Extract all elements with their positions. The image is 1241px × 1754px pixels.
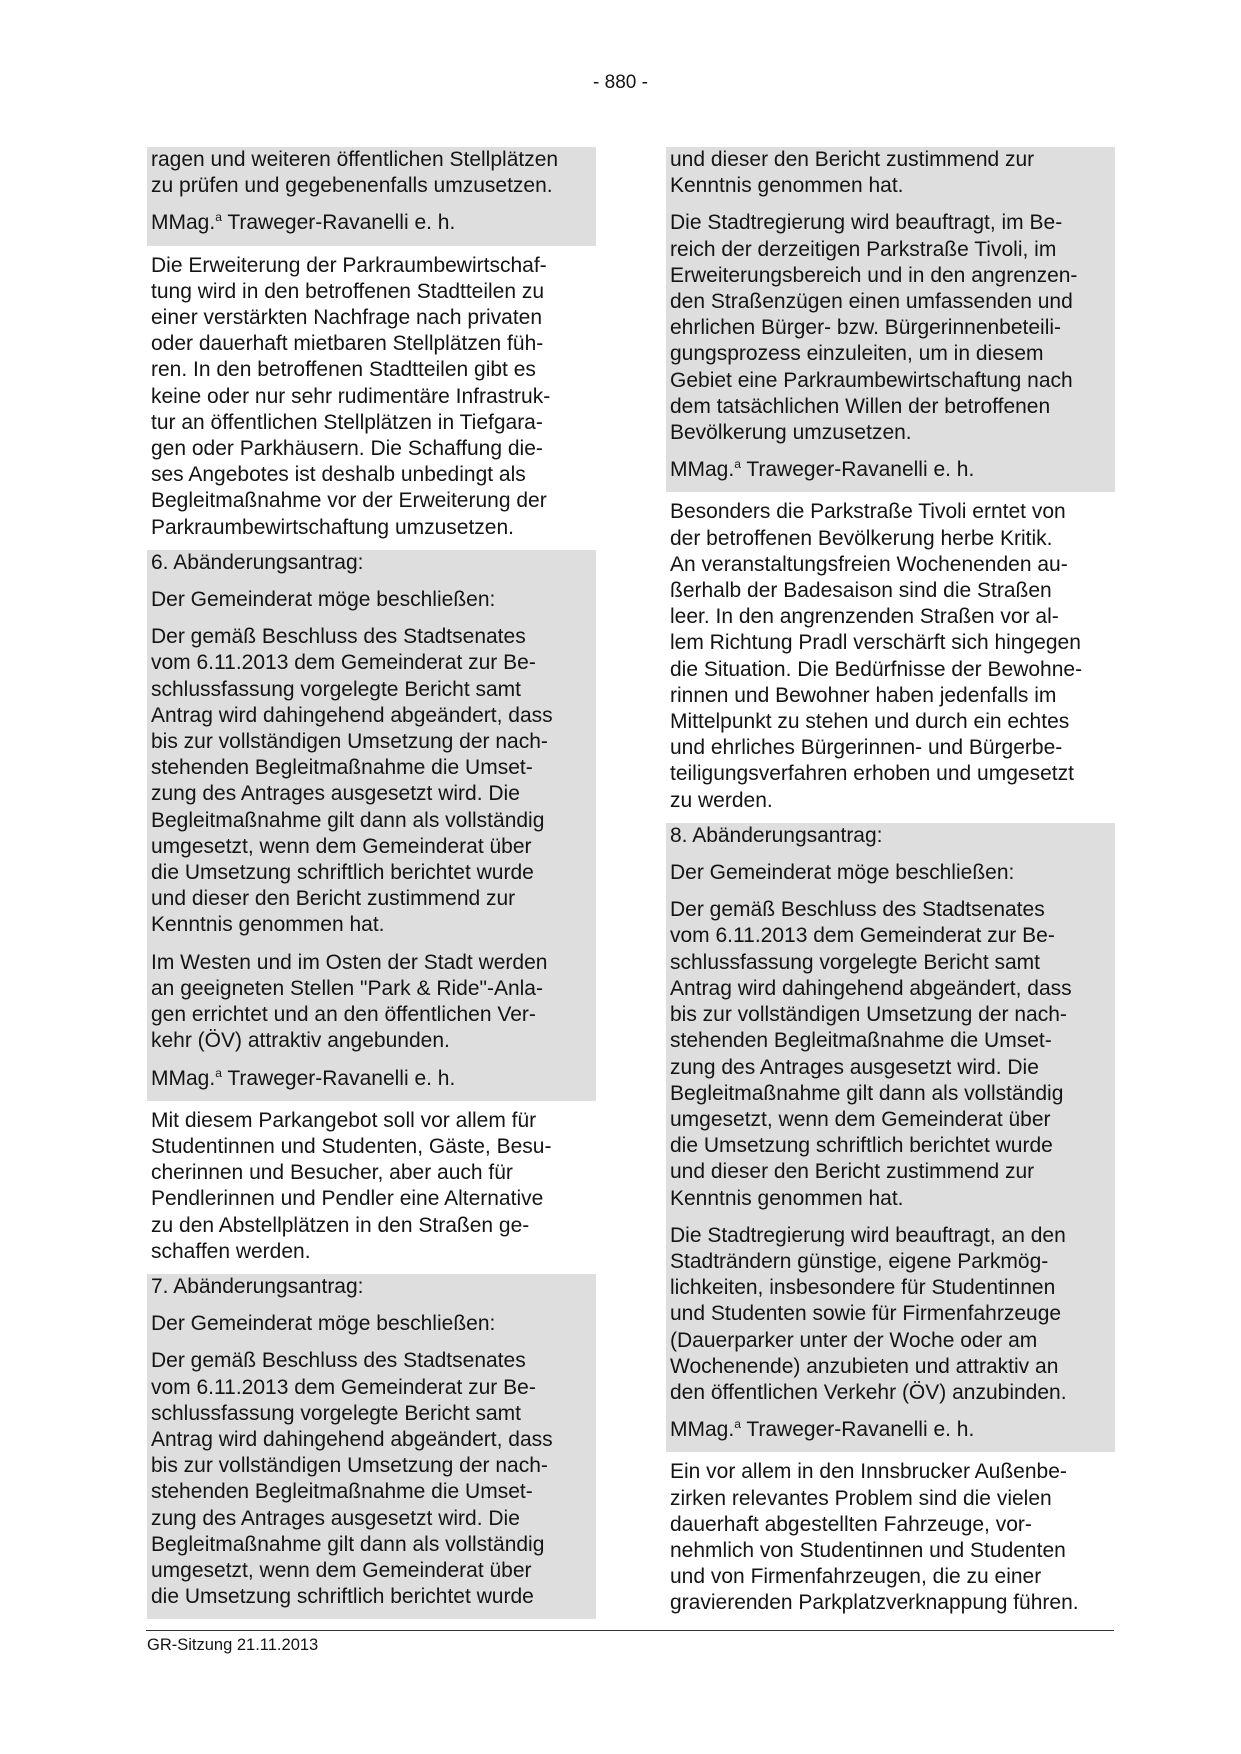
paragraph: Die Stadtregierung wird beauftragt, im Be- reich der derzeitigen Parkstraße Tivoli, im Erweiterungsbereich und in den angrenzen- den Straßenzügen einen umfassenden und ehrlichen Bürger- bzw. Bürgerinnenbeteili- gungsprozess einzuleiten, um in diesem Gebiet eine Parkraumbewirtschaftung nach dem tatsächlichen Willen der betroffenen Bevölkerung umzusetzen. <box>670 211 1078 445</box>
justification-block <box>147 1108 596 1274</box>
amendment-6-block <box>147 550 596 1101</box>
paragraph: Im Westen und im Osten der Stadt werden an geeigneten Stellen "Park & Ride"-Anla- gen errichtet und an den öffentlichen Ver- kehr (ÖV) attraktiv angebunden. <box>151 950 548 1053</box>
paragraph: Der Gemeinderat möge beschließen: <box>670 861 1015 885</box>
paragraph: Der gemäß Beschluss des Stadtsenates vom 6.11.2013 dem Gemeinderat zur Be- schlussfassung vorgelegte Bericht samt Antrag wird dahingehend abgeändert, dass bis zur vollständigen Umsetzung der nach- stehenden Begleitmaßnahme die Umset- zung des Antrages ausgesetzt wird. Die Begleitmaßnahme gilt dann als vollständig umgesetzt, wenn dem Gemeinderat über die Umsetzung schriftlich berichtet wurde <box>151 1349 553 1609</box>
justification-block <box>666 1459 1115 1625</box>
amendment-8-block <box>666 823 1115 1452</box>
paragraph: ragen und weiteren öffentlichen Stellplätzen zu prüfen und gegebenenfalls umzusetzen. <box>151 148 559 198</box>
justification-block <box>666 499 1115 822</box>
paragraph: Die Erweiterung der Parkraumbewirtschaf- tung wird in den betroffenen Stadtteilen zu einer verstärkten Nachfrage nach privaten oder dauerhaft mietbaren Stellplätzen füh- ren. In den betroffenen Stadtteilen gibt es keine oder nur sehr rudimentäre Infrastruk- tur an öffentlichen Stellplätzen in Tiefgara- gen oder Parkhäusern. Die Schaffung die- ses Angebotes ist deshalb unbedingt als Begleitmaßnahme vor der Erweiterung der Parkraumbewirtschaftung umzusetzen. <box>151 253 551 539</box>
signature: MMag.$^a$ Traweger-Ravanelli e. h. <box>670 1417 975 1442</box>
paragraph: Der gemäß Beschluss des Stadtsenates vom 6.11.2013 dem Gemeinderat zur Be- schlussfassung vorgelegte Bericht samt Antrag wird dahingehend abgeändert, dass bis zur vollständigen Umsetzung der nach- stehenden Begleitmaßnahme die Umset- zung des Antrages ausgesetzt wird. Die Begleitmaßnahme gilt dann als vollständig umgesetzt, wenn dem Gemeinderat über die Umsetzung schriftlich berichtet wurde und dieser den Bericht zustimmend zur Kenntnis genommen hat. <box>670 898 1072 1210</box>
page-number: - 880 - <box>593 72 648 93</box>
amendment-heading: 8. Abänderungsantrag: <box>670 823 883 847</box>
amendment-7-continuation-block <box>666 147 1115 492</box>
signature: MMag.$^a$ Traweger-Ravanelli e. h. <box>151 210 456 235</box>
paragraph: Der Gemeinderat möge beschließen: <box>151 1312 496 1336</box>
paragraph: Besonders die Parkstraße Tivoli erntet von der betroffenen Bevölkerung herbe Kritik. An veranstaltungsfreien Wochenenden au- ßerhalb der Badesaison sind die Straßen leer. In den angrenzenden Straßen vor al- lem Richtung Pradl verschärft sich hingegen die Situation. Die Bedürfnisse der Bewohne- rinnen und Bewohner haben jedenfalls im Mittelpunkt zu stehen und durch ein echtes und ehrliches Bürgerinnen- und Bürgerbe- teiligungsverfahren erhoben und umgesetzt zu werden. <box>670 500 1083 812</box>
paragraph: Die Stadtregierung wird beauftragt, an den Stadträndern günstige, eigene Parkmög- lichkeiten, insbesondere für Studentinnen und Studenten sowie für Firmenfahrzeuge (Dauerparker unter der Woche oder am Wochenende) anzubieten und attraktiv an den öffentlichen Verkehr (ÖV) anzubinden. <box>670 1223 1067 1404</box>
paragraph: Der gemäß Beschluss des Stadtsenates vom 6.11.2013 dem Gemeinderat zur Be- schlussfassung vorgelegte Bericht samt Antrag wird dahingehend abgeändert, dass bis zur vollständigen Umsetzung der nach- stehenden Begleitmaßnahme die Umset- zung des Antrages ausgesetzt wird. Die Begleitmaßnahme gilt dann als vollständig umgesetzt, wenn dem Gemeinderat über die Umsetzung schriftlich berichtet wurde und dieser den Bericht zustimmend zur Kenntnis genommen hat. <box>151 625 553 937</box>
footer-session-date: GR-Sitzung 21.11.2013 <box>147 1636 319 1654</box>
amendment-7-block <box>147 1274 596 1619</box>
motion-continuation-block <box>147 147 596 246</box>
justification-block <box>147 253 596 550</box>
amendment-heading: 7. Abänderungsantrag: <box>151 1274 364 1298</box>
paragraph: Ein vor allem in den Innsbrucker Außenbe- zirken relevantes Problem sind die vielen dauerhaft abgestellten Fahrzeuge, vor- nehmlich von Studentinnen und Studenten und von Firmenfahrzeugen, die zu einer gravierenden Parkplatzverknappung führen. <box>670 1460 1079 1615</box>
paragraph: Der Gemeinderat möge beschließen: <box>151 588 496 612</box>
right-column <box>666 147 1115 1626</box>
left-column <box>147 147 596 1619</box>
paragraph: Mit diesem Parkangebot soll vor allem für Studentinnen und Studenten, Gäste, Besu- cherinnen und Besucher, aber auch für Pendlerinnen und Pendler eine Alternative zu den Abstellplätzen in den Straßen ge- schaffen werden. <box>151 1108 552 1263</box>
paragraph: und dieser den Bericht zustimmend zur Kenntnis genommen hat. <box>670 148 1035 198</box>
footer-divider <box>146 1630 1114 1631</box>
signature: MMag.$^a$ Traweger-Ravanelli e. h. <box>670 457 975 482</box>
signature: MMag.$^a$ Traweger-Ravanelli e. h. <box>151 1065 456 1090</box>
amendment-heading: 6. Abänderungsantrag: <box>151 550 364 574</box>
